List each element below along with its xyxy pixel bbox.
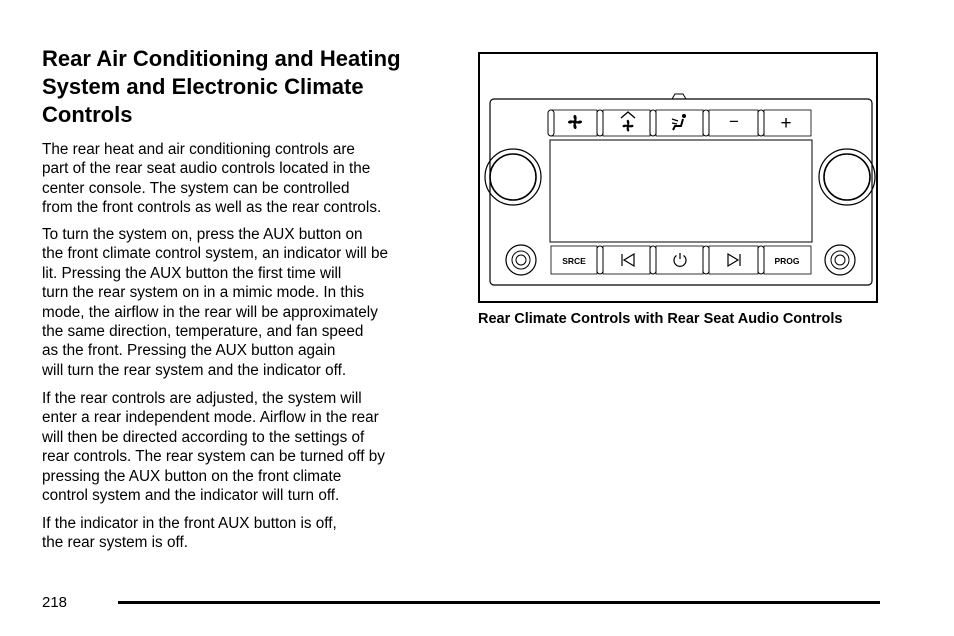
seek-forward-icon (728, 254, 740, 266)
heading-line: Controls (42, 102, 133, 127)
paragraph-indicator-off (42, 514, 452, 553)
text-line: rear controls. The rear system can be turned off by (42, 448, 385, 466)
text-line: from the front controls as well as the rear controls. (42, 199, 382, 217)
panel-notch (672, 94, 686, 99)
text-line: If the indicator in the front AUX button is off, (42, 515, 337, 532)
right-knob (819, 149, 875, 205)
text-line: If the rear controls are adjusted, the system will (42, 390, 362, 407)
text-line: enter a rear independent mode. Airflow in the rear (42, 409, 379, 427)
page-number: 218 (42, 594, 68, 611)
text-line: will turn the rear system and the indicator off. (42, 361, 347, 379)
figure-caption: Rear Climate Controls with Rear Seat Audio Controls (478, 311, 843, 327)
top-button-row (548, 110, 811, 136)
heading-line: System and Electronic Climate (42, 74, 364, 99)
right-jack-ring (831, 251, 849, 269)
prog-label: PROG (774, 256, 800, 266)
fan-button[interactable] (548, 110, 603, 136)
text-line: will then be directed according to the settings of (42, 428, 365, 446)
airflow-seat-button[interactable] (656, 110, 709, 136)
display-window (550, 140, 812, 242)
seek-back-button[interactable] (603, 246, 656, 274)
fan-up-icon (621, 112, 635, 132)
control-panel-illustration (480, 54, 880, 305)
text-line: the front climate control system, an indicator will be (42, 245, 389, 263)
minus-icon: − (729, 112, 739, 131)
right-jack (825, 245, 855, 275)
temp-down-button[interactable] (709, 110, 764, 136)
paragraph-intro (42, 140, 452, 218)
text-line: turn the rear system on in a mimic mode. In this (42, 284, 365, 302)
left-knob (485, 149, 541, 205)
source-label: SRCE (562, 256, 586, 266)
airflow-seat-icon (672, 114, 686, 130)
text-line: part of the rear seat audio controls located in the (42, 160, 371, 178)
bottom-button-row (551, 246, 811, 274)
source-button[interactable] (551, 246, 603, 274)
text-line: pressing the AUX button on the front climate (42, 467, 342, 485)
right-knob-inner (824, 154, 870, 200)
right-jack-center (835, 255, 845, 265)
plus-icon: + (780, 113, 792, 134)
temp-up-button[interactable] (764, 110, 811, 136)
power-icon (674, 253, 686, 266)
seek-forward-button[interactable] (709, 246, 764, 274)
left-knob-inner (490, 154, 536, 200)
text-line: the rear system is off. (42, 534, 188, 552)
text-line: as the front. Pressing the AUX button again (42, 342, 336, 360)
text-line: To turn the system on, press the AUX button on (42, 226, 363, 243)
prog-button[interactable] (764, 246, 811, 274)
left-jack-center (516, 255, 526, 265)
text-line: control system and the indicator will turn off. (42, 487, 340, 505)
left-jack (506, 245, 536, 275)
text-line: center console. The system can be controlled (42, 179, 350, 197)
fan-up-button[interactable] (603, 110, 656, 136)
heading-line: Rear Air Conditioning and Heating (42, 46, 401, 71)
seek-back-icon (622, 254, 634, 266)
paragraph-independent-mode (42, 389, 452, 505)
left-jack-ring (512, 251, 530, 269)
text-line: The rear heat and air conditioning controls are (42, 141, 355, 158)
power-button[interactable] (656, 246, 709, 274)
fan-icon (568, 115, 582, 129)
section-heading (42, 45, 462, 129)
paragraph-turn-on (42, 225, 452, 380)
text-line: lit. Pressing the AUX button the first time will (42, 264, 342, 282)
text-line: mode, the airflow in the rear will be approximately (42, 303, 378, 321)
text-line: the same direction, temperature, and fan speed (42, 323, 364, 341)
footer-rule (118, 601, 880, 604)
figure-rear-climate-controls (478, 52, 878, 303)
